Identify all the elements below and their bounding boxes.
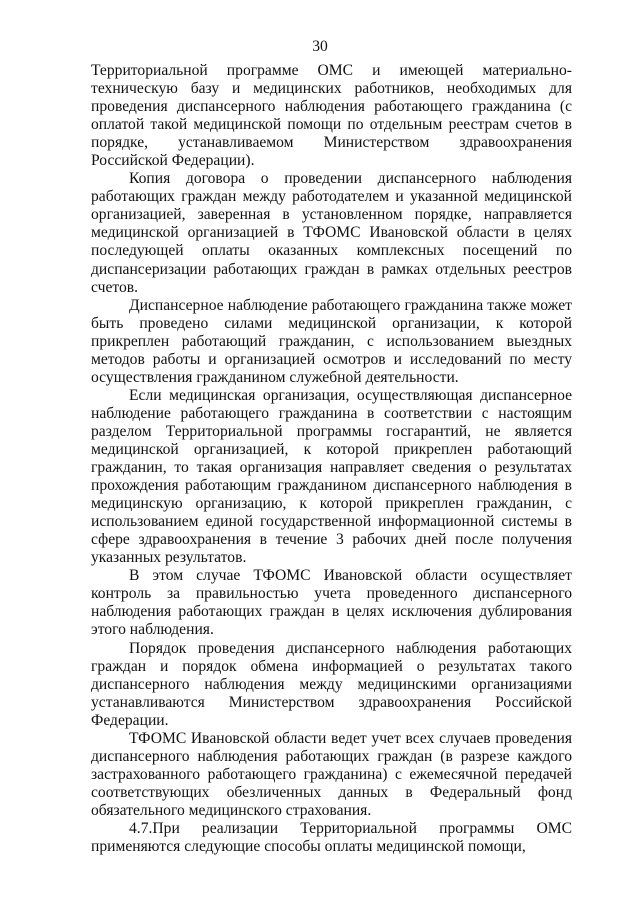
paragraph-continuation: Территориальной программе ОМС и имеющей материально-техническую базу и медицинских работников, необходимых для проведения диспансерного наблюдения работающего гражданина (с оплатой такой медицинской помощи по отдельным реестрам счетов в порядке, устанавливаемом Министерством здравоохранения Российской Федерации). — [91, 62, 572, 170]
paragraph-tfoms-records: ТФОМС Ивановской области ведет учет всех случаев проведения диспансерного наблюдения работающих граждан (в разрезе каждого застрахованного работающего гражданина) с ежемесячной передачей соответствующих обезличенных данных в Федеральный фонд обязательного медицинского страхования. — [91, 729, 572, 819]
paragraph-results-transfer: Если медицинская организация, осуществляющая диспансерное наблюдение работающего гражданина в соответствии с настоящим разделом Территориальной программы госгарантий, не является медицинской организацией, к которой прикреплен работающий гражданин, то такая организация направляет сведения о результатах прохождения работающим гражданином диспансерного наблюдения в медицинскую организацию, к которой прикреплен гражданин, с использованием единой государственной информационной системы в сфере здравоохранения в течение 3 рабочих дней после получения указанных результатов. — [91, 386, 572, 567]
paragraph-section-4-7: 4.7.При реализации Территориальной программы ОМС применяются следующие способы оплаты медицинской помощи, — [91, 819, 572, 856]
paragraph-procedure: Порядок проведения диспансерного наблюдения работающих граждан и порядок обмена информацией о результатах такого диспансерного наблюдения между медицинскими организациями устанавливаются Министерством здравоохранения Российской Федерации. — [91, 639, 572, 729]
text-body — [91, 62, 572, 856]
paragraph-tfoms-control: В этом случае ТФОМС Ивановской области осуществляет контроль за правильностью учета проведенного диспансерного наблюдения работающих граждан в целях исключения дублирования этого наблюдения. — [91, 567, 572, 639]
paragraph-contract-copy: Копия договора о проведении диспансерного наблюдения работающих граждан между работодателем и указанной медицинской организацией, заверенная в установленном порядке, направляется медицинской организацией в ТФОМС Ивановской области в целях последующей оплаты оказанных комплексных посещений по диспансеризации работающих граждан в рамках отдельных реестров счетов. — [91, 170, 572, 296]
paragraph-own-organization: Диспансерное наблюдение работающего гражданина также может быть проведено силами медицинской организации, к которой прикреплен работающий гражданин, с использованием выездных методов работы и организацией осмотров и исследований по месту осуществления гражданином служебной деятельности. — [91, 296, 572, 386]
page-number: 30 — [312, 38, 328, 55]
